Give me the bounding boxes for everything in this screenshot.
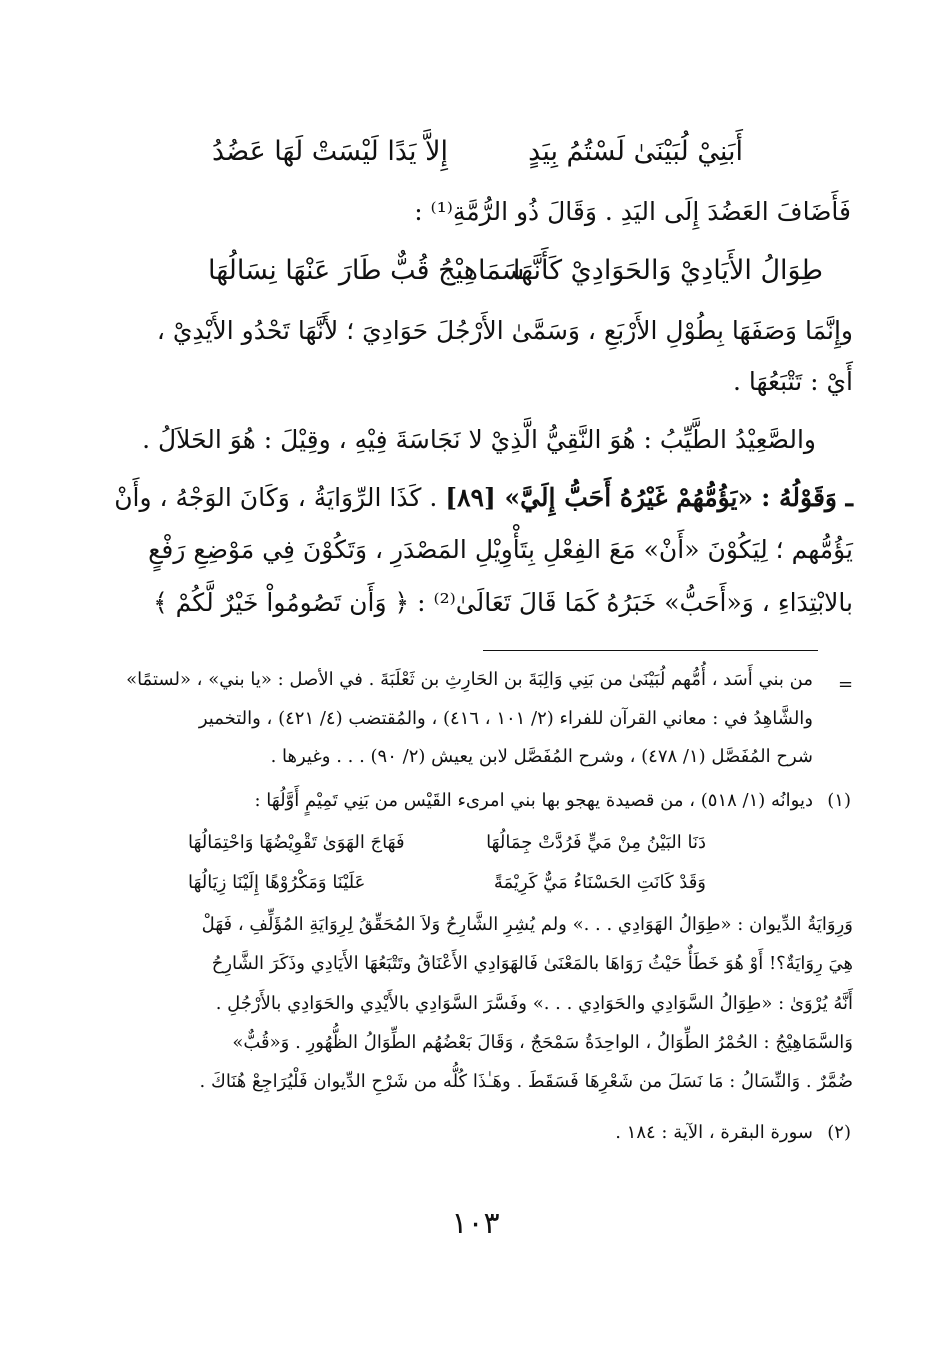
paragraph-1-line-2: أَيْ : تَتْبَعُهَا . [733,367,853,396]
footnote-1-number: (١) [827,790,851,811]
footnote-2-text: سورة البقرة ، الآية : ١٨٤ . [615,1122,813,1143]
quoted-hadith: «يَؤُمُّهُمْ غَيْرُهُ أَحَبُّ إِلَيَّ» [٨٩] [445,483,754,512]
verse-1-second-hemistich: إِلاَّ يَدًا لَيْسَتْ لَهَا عَضُدُ [212,136,448,167]
verse-2-second-hemistich: سَمَاهِيْجُ قُبٌّ طَارَ عَنْهَا نِسَالُهَا [208,255,525,286]
paragraph-3-line-1 [114,483,853,512]
footnote-2-number: (٢) [827,1122,851,1143]
footnote-separator [483,650,818,651]
footnote-continued-line-2: والشَّاهِدُ في : معاني القرآن للفراء (٢/ ١٠١ ، ٤١٦) ، والمُقتضب (٤/ ٤٢١) ، والتخمير [198,708,813,729]
footnote-1-line-5: ضُمَّرٌ . وَالنِّسَالُ : مَا نَسَلَ من شَعْرِهَا فَسَقَطَ . وهَـٰذَا كُلُّه من شَرْحِ الدِّيوان فَلْيُرَاجِعْ هُنَاكَ . [199,1071,853,1092]
footnote-1-verse-a-second: فَهَاجَ الهَوَىٰ تَقْوِيْضُهَا وَاحْتِمَالُهَا [188,832,405,853]
paragraph-3-lead: ـ وَقَوْلُهُ : [761,483,853,512]
text-line-intro: فَأَضَافَ العَضُدَ إِلَى اليَدِ . وَقَالَ ذُو الرُّمَّةِ⁽¹⁾ : [414,197,851,226]
footnote-continued-line-1: من بني أَسَد ، أُمُّهم لُبَيْنَىٰ من بَنِي وَالِبَةَ بن الحَارِثِ بن ثَعْلَبَةَ . في الأصل : «يا بني» ، «لستمًا» [126,669,813,690]
footnote-1-verse-b-first: وَقَدْ كَانَتِ الحَسْنَاءُ مَيٌّ كَرِيْمَةً [493,872,706,893]
continuation-marker: = [838,674,854,695]
paragraph-2: والصَّعِيْدُ الطَّيِّبُ : هُوَ النَّقِيُّ الَّذِيْ لا نَجَاسَةَ فِيْهِ ، وقِيْلَ : هُوَ الحَلاَلُ . [142,425,816,454]
page-number: ١٠٣ [451,1206,500,1241]
footnote-1-line-2: هِيَ رِوَايَةٌ؟! أَوْ هُوَ خَطَأٌ حَيْثُ رَوَاهَا بالمَعْنَىٰ فَالهَوَادِي الأَعْنَاقُ وتَتْبَعُهَا الأَيَادِي وذَكَرَ الشَّارِحُ [211,953,853,974]
paragraph-3-rest: . كَذَا الرِّوَايَةُ ، وَكَانَ الوَجْهُ ، وأَنْ [114,483,438,512]
footnote-1-line-1: وَرِوَايَةُ الدِّيوان : «طِوَالُ الهَوَادِي . . .» ولم يُشِرِ الشَّارِحُ وَلاَ المُحَقِّقُ لِرِوَايَةِ المُؤَلِّفِ ، فَهَلْ [201,914,853,935]
footnote-1-intro: ديوانُه (١/ ٥١٨) ، من قصيدة يهجو بها بني امرىء القَيْس من بَنِي تَمِيْمٍ أَوَّلُهَا : [254,790,813,811]
paragraph-3-line-2: يَؤُمُّهم ؛ لِيَكُوْنَ «أَنْ» مَعَ الفِعْلِ بِتَأْوِيْلِ المَصْدَرِ ، وَتَكُوْنَ فِي مَوْضِعِ رَفْعٍ [148,535,853,564]
verse-2-first-hemistich: طِوَالُ الأَيَادِيْ وَالحَوَادِيْ كَأَنَّهَا [512,255,823,286]
verse-1-first-hemistich: أَبَنِيْ لُبَيْنَىٰ لَسْتُمُ بِيَدٍ [528,136,743,167]
footnote-1-line-3: أَنَّهُ يُرْوَىٰ : «طِوَالُ السَّوَادِي والحَوَادِي . . .» وفَسَّرَ السَّوَادِي بالأَيْدِي والحَوَادِي بالأَرْجُلِ . [215,993,853,1014]
paragraph-3-line-3: بالابْتِدَاءِ ، وَ«أَحَبُّ» خَبَرُهُ كَمَا قَالَ تَعَالَىٰ⁽²⁾ : ﴿ وَأَن تَصُومُواْ خَيْرٌ لَّكُمْ ﴾ [153,588,853,617]
footnote-continued-line-3: شرح المُفَصَّل (١/ ٤٧٨) ، وشرح المُفَصَّل لابن يعيش (٢/ ٩٠) . . . وغيرها . [270,746,813,767]
paragraph-1-line-1: وإِنَّمَا وَصَفَهَا بِطُوْلِ الأَرْبَعِ ، وَسَمَّىٰ الأَرْجُلَ حَوَادِيَ ؛ لأَنَّهَا تَحْدُو الأَيْدِيْ ، [156,316,853,345]
footnote-1-verse-a-first: دَنَا البَيْنُ مِنْ مَيٍّ فَرُدَّتْ جِمَالُهَا [486,832,706,853]
footnote-1-line-4: وَالسَّمَاهِيْجُ : الحُمْرُ الطِّوَالُ ، الواحِدَةُ سَمْحَجٌ ، وَقَالَ بَعْضُهُم الطِّوَالُ الظُّهُورِ . وَ«قُبٌّ» [232,1032,853,1053]
footnote-1-verse-b-second: عَلَيْنَا وَمَكْرُوْهًا إِلَيْنَا زِيَالُهَا [188,872,366,893]
